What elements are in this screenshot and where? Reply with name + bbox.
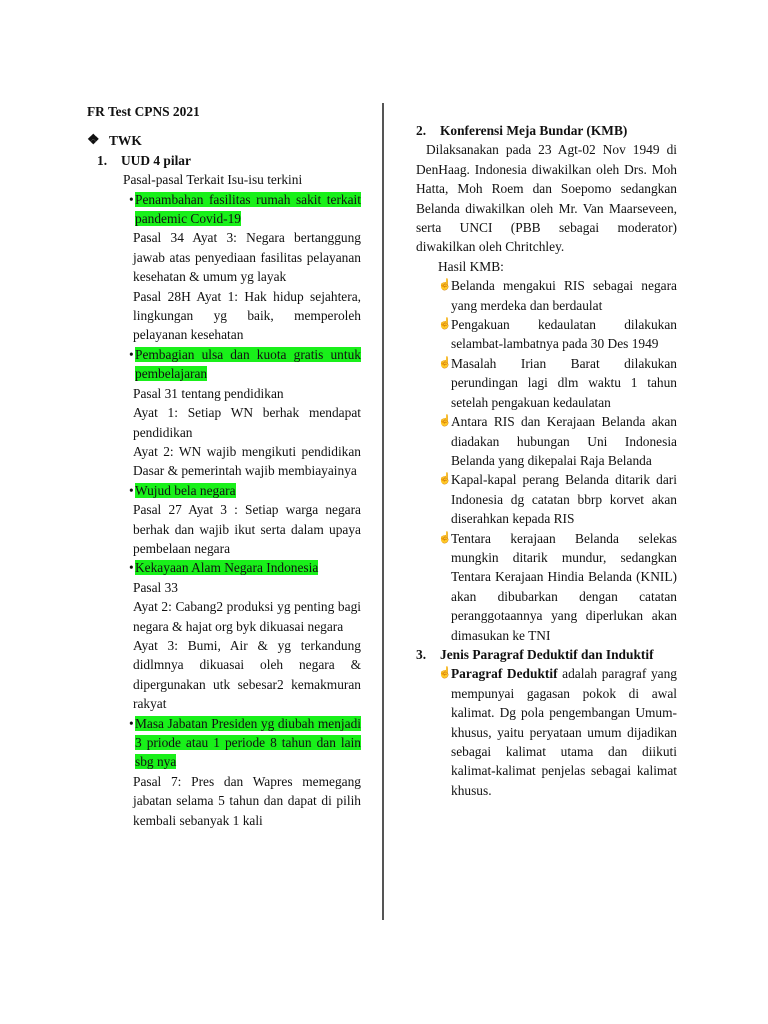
section-title: Konferensi Meja Bundar (KMB) bbox=[440, 123, 628, 138]
kmb-results-label: Hasil KMB: bbox=[438, 258, 504, 274]
section-twk-heading bbox=[87, 131, 361, 150]
list-item bbox=[416, 529, 677, 645]
section-number: 3. bbox=[416, 646, 427, 662]
left-column bbox=[87, 102, 361, 830]
list-item bbox=[416, 315, 677, 354]
highlighted-heading: Masa Jabatan Presiden yg diubah menjadi 3 priode atau 1 periode 8 tahun dan lain sbg nya bbox=[135, 715, 361, 770]
highlighted-heading: Wujud bela negara bbox=[135, 482, 236, 498]
diamond-four-icon: ❖ bbox=[87, 133, 100, 149]
highlighted-heading: Kekayaan Alam Negara Indonesia bbox=[135, 560, 319, 576]
section-number: 1. bbox=[97, 152, 108, 168]
result-text: Kapal-kapal perang Belanda ditarik dari Indonesia dg catatan bbrp korvet akan diserahkan kepada RIS bbox=[451, 472, 677, 527]
hand-pointer-icon: ☝ bbox=[438, 531, 452, 544]
section-title: Jenis Paragraf Deduktif dan Induktif bbox=[440, 646, 654, 662]
bullet-icon bbox=[133, 481, 135, 500]
section-twk-label: TWK bbox=[109, 133, 142, 149]
paragraph: Ayat 2: Cabang2 produksi yg penting bagi negara & hajat org byk dikuasai negara bbox=[133, 599, 361, 634]
hand-pointer-icon: ☝ bbox=[438, 279, 452, 292]
list-item bbox=[416, 664, 677, 800]
section-title: UUD 4 pilar bbox=[121, 152, 191, 168]
list-item bbox=[416, 412, 677, 470]
result-text: Masalah Irian Barat dilakukan perundingan lagi dlm waktu 1 tahun setelah pengakuan kedaulatan bbox=[451, 355, 677, 410]
paragraph: Pasal 31 tentang pendidikan bbox=[133, 385, 284, 401]
paragraph: Pasal 33 bbox=[133, 579, 179, 595]
highlighted-heading: Pembagian ulsa dan kuota gratis untuk pembelajaran bbox=[135, 346, 361, 382]
paragraph: Pasal 34 Ayat 3: Negara bertanggung jawab atas penyediaan fasilitas pelayanan kesehatan & umum yg layak bbox=[133, 230, 361, 285]
definition-term: Paragraf Deduktif bbox=[451, 666, 558, 682]
section-uud-heading bbox=[87, 151, 361, 170]
hand-pointer-icon: ☝ bbox=[438, 667, 452, 680]
section-number: 2. bbox=[416, 123, 427, 138]
bullet-icon bbox=[133, 558, 135, 577]
list-item bbox=[416, 470, 677, 528]
result-text: Belanda mengakui RIS sebagai negara yang merdeka dan berdaulat bbox=[451, 278, 677, 313]
section-paragraf-heading bbox=[416, 645, 677, 664]
bullet-icon bbox=[133, 190, 135, 229]
right-column bbox=[416, 121, 677, 800]
list-item bbox=[87, 481, 361, 500]
paragraph: Pasal 27 Ayat 3 : Setiap warga negara berhak dan wajib ikut serta dalam upaya pembelaan negara bbox=[133, 502, 361, 556]
result-text: Antara RIS dan Kerajaan Belanda akan diadakan hubungan Uni Indonesia Belanda yang dikepalai Raja Belanda bbox=[451, 414, 677, 468]
hand-pointer-icon: ☝ bbox=[438, 473, 452, 486]
section-kmb-heading bbox=[416, 121, 677, 140]
list-item bbox=[416, 276, 677, 315]
paragraph: Ayat 3: Bumi, Air & yg terkandung didlmnya dikuasai oleh negara & dipergunakan utk sebesar2 kemakmuran rakyat bbox=[133, 637, 361, 712]
section-subtitle: Pasal-pasal Terkait Isu-isu terkini bbox=[123, 172, 303, 188]
list-item bbox=[87, 345, 361, 384]
hand-pointer-icon: ☝ bbox=[438, 356, 452, 369]
bullet-icon bbox=[133, 714, 135, 772]
result-text: Tentara kerajaan Belanda selekas mungkin ditarik mundur, sedangkan Tentara Kerajaan Hindia Belanda (KNIL) akan dibubarkan dengan catatan peranggotaannya yang diperlukan akan dimasukan ke TNI bbox=[451, 530, 677, 643]
paragraph: Ayat 1: Setiap WN berhak mendapat pendidikan bbox=[133, 405, 361, 440]
paragraph: Pasal 7: Pres dan Wapres memegang jabatan selama 5 tahun dan dapat di pilih kembali sebanyak 1 kali bbox=[133, 773, 361, 828]
highlighted-heading: Penambahan fasilitas rumah sakit terkait pandemic Covid-19 bbox=[135, 191, 361, 227]
hand-pointer-icon: ☝ bbox=[438, 318, 452, 331]
list-item bbox=[87, 190, 361, 229]
definition-text bbox=[451, 664, 677, 800]
paragraph: Pasal 28H Ayat 1: Hak hidup sejahtera, lingkungan yg baik, memperoleh pelayanan kesehatan bbox=[133, 288, 361, 343]
definition-desc: adalah paragraf yang mempunyai gagasan pokok di awal kalimat. Dg pola pengembangan Umum-khusus, yaitu peryataan umum dijadikan sebagai kalimat utama dan diikuti kalimat-kalimat penjelas sebagai kalimat khusus. bbox=[451, 666, 677, 798]
column-divider bbox=[382, 103, 384, 920]
list-item bbox=[416, 354, 677, 412]
kmb-intro: Dilaksanakan pada 23 Agt-02 Nov 1949 di DenHaag. Indonesia diwakilkan oleh Drs. Moh Hatta, Moh Roem dan Soepomo sedangkan Belanda diwakilkan oleh Mr. Van Maarseveen, serta UNCI (PBB sebagai moderator) diwakilkan oleh Chritchley. bbox=[416, 142, 677, 255]
list-item bbox=[87, 714, 361, 772]
bullet-icon bbox=[133, 345, 135, 384]
document-title: FR Test CPNS 2021 bbox=[87, 104, 200, 119]
result-text: Pengakuan kedaulatan dilakukan selambat-lambatnya pada 30 Des 1949 bbox=[451, 317, 677, 352]
hand-pointer-icon: ☝ bbox=[438, 415, 452, 428]
list-item bbox=[87, 558, 361, 577]
paragraph: Ayat 2: WN wajib mengikuti pendidikan Dasar & pemerintah wajib membiayainya bbox=[133, 443, 361, 479]
